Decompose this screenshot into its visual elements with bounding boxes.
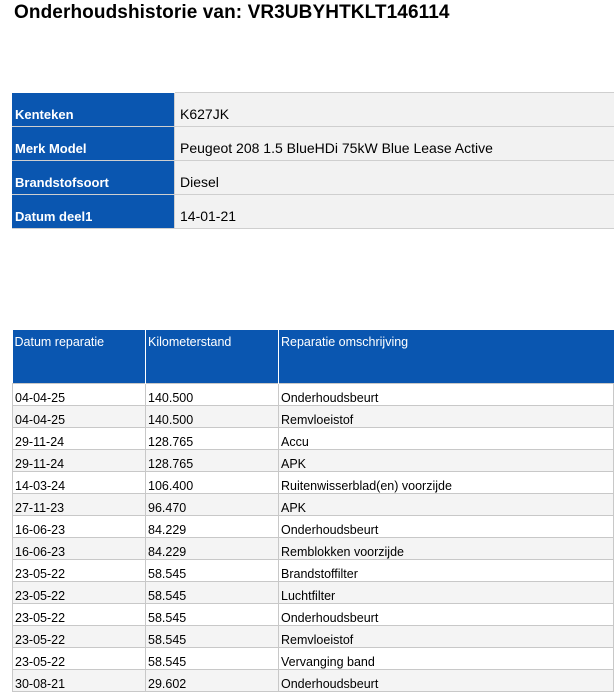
repair-description-cell: Onderhoudsbeurt bbox=[279, 516, 614, 538]
mileage-cell: 84.229 bbox=[146, 516, 279, 538]
table-row bbox=[13, 384, 614, 406]
page-title: Onderhoudshistorie van: VR3UBYHTKLT146114 bbox=[14, 2, 450, 24]
repair-date-cell: 23-05-22 bbox=[13, 648, 146, 670]
repair-date-cell: 04-04-25 bbox=[13, 406, 146, 428]
vehicle-info-label: Datum deel1 bbox=[12, 195, 175, 229]
vehicle-info-value: 14-01-21 bbox=[175, 195, 614, 229]
vehicle-info-row bbox=[12, 195, 614, 229]
mileage-cell: 58.545 bbox=[146, 626, 279, 648]
column-header-description: Reparatie omschrijving bbox=[279, 330, 614, 384]
table-row bbox=[13, 516, 614, 538]
table-row bbox=[13, 450, 614, 472]
repair-description-cell: Vervanging band bbox=[279, 648, 614, 670]
table-row bbox=[13, 670, 614, 692]
vehicle-info-label: Kenteken bbox=[12, 93, 175, 127]
mileage-cell: 140.500 bbox=[146, 384, 279, 406]
repair-date-cell: 04-04-25 bbox=[13, 384, 146, 406]
mileage-cell: 106.400 bbox=[146, 472, 279, 494]
vehicle-info-row bbox=[12, 161, 614, 195]
table-row bbox=[13, 428, 614, 450]
repair-description-cell: Onderhoudsbeurt bbox=[279, 604, 614, 626]
repair-history-table bbox=[12, 330, 614, 692]
repair-date-cell: 27-11-23 bbox=[13, 494, 146, 516]
repair-date-cell: 29-11-24 bbox=[13, 450, 146, 472]
table-row bbox=[13, 626, 614, 648]
repair-date-cell: 16-06-23 bbox=[13, 516, 146, 538]
repair-date-cell: 30-08-21 bbox=[13, 670, 146, 692]
mileage-cell: 128.765 bbox=[146, 428, 279, 450]
repair-date-cell: 23-05-22 bbox=[13, 560, 146, 582]
repair-description-cell: APK bbox=[279, 494, 614, 516]
mileage-cell: 96.470 bbox=[146, 494, 279, 516]
repair-date-cell: 14-03-24 bbox=[13, 472, 146, 494]
table-row bbox=[13, 648, 614, 670]
history-header-row bbox=[13, 330, 614, 384]
mileage-cell: 58.545 bbox=[146, 560, 279, 582]
repair-date-cell: 23-05-22 bbox=[13, 626, 146, 648]
mileage-cell: 140.500 bbox=[146, 406, 279, 428]
table-row bbox=[13, 604, 614, 626]
mileage-cell: 84.229 bbox=[146, 538, 279, 560]
repair-date-cell: 23-05-22 bbox=[13, 582, 146, 604]
table-row bbox=[13, 538, 614, 560]
table-row bbox=[13, 494, 614, 516]
repair-description-cell: Luchtfilter bbox=[279, 582, 614, 604]
vehicle-info-value: Diesel bbox=[175, 161, 614, 195]
column-header-date: Datum reparatie bbox=[13, 330, 146, 384]
vehicle-info-value: Peugeot 208 1.5 BlueHDi 75kW Blue Lease Active bbox=[175, 127, 614, 161]
table-row bbox=[13, 472, 614, 494]
mileage-cell: 58.545 bbox=[146, 604, 279, 626]
table-row bbox=[13, 406, 614, 428]
repair-date-cell: 23-05-22 bbox=[13, 604, 146, 626]
table-row bbox=[13, 582, 614, 604]
repair-description-cell: APK bbox=[279, 450, 614, 472]
repair-description-cell: Onderhoudsbeurt bbox=[279, 670, 614, 692]
repair-date-cell: 16-06-23 bbox=[13, 538, 146, 560]
vehicle-info-row bbox=[12, 127, 614, 161]
vehicle-info-value: K627JK bbox=[175, 93, 614, 127]
vehicle-info-label: Brandstofsoort bbox=[12, 161, 175, 195]
mileage-cell: 29.602 bbox=[146, 670, 279, 692]
column-header-mileage: Kilometerstand bbox=[146, 330, 279, 384]
vehicle-info-row bbox=[12, 93, 614, 127]
table-row bbox=[13, 560, 614, 582]
vehicle-info-table bbox=[12, 92, 614, 229]
repair-description-cell: Remvloeistof bbox=[279, 626, 614, 648]
mileage-cell: 58.545 bbox=[146, 582, 279, 604]
repair-description-cell: Ruitenwisserblad(en) voorzijde bbox=[279, 472, 614, 494]
vehicle-info-label: Merk Model bbox=[12, 127, 175, 161]
repair-description-cell: Brandstoffilter bbox=[279, 560, 614, 582]
repair-description-cell: Remvloeistof bbox=[279, 406, 614, 428]
repair-description-cell: Remblokken voorzijde bbox=[279, 538, 614, 560]
repair-description-cell: Onderhoudsbeurt bbox=[279, 384, 614, 406]
repair-date-cell: 29-11-24 bbox=[13, 428, 146, 450]
repair-description-cell: Accu bbox=[279, 428, 614, 450]
mileage-cell: 128.765 bbox=[146, 450, 279, 472]
mileage-cell: 58.545 bbox=[146, 648, 279, 670]
